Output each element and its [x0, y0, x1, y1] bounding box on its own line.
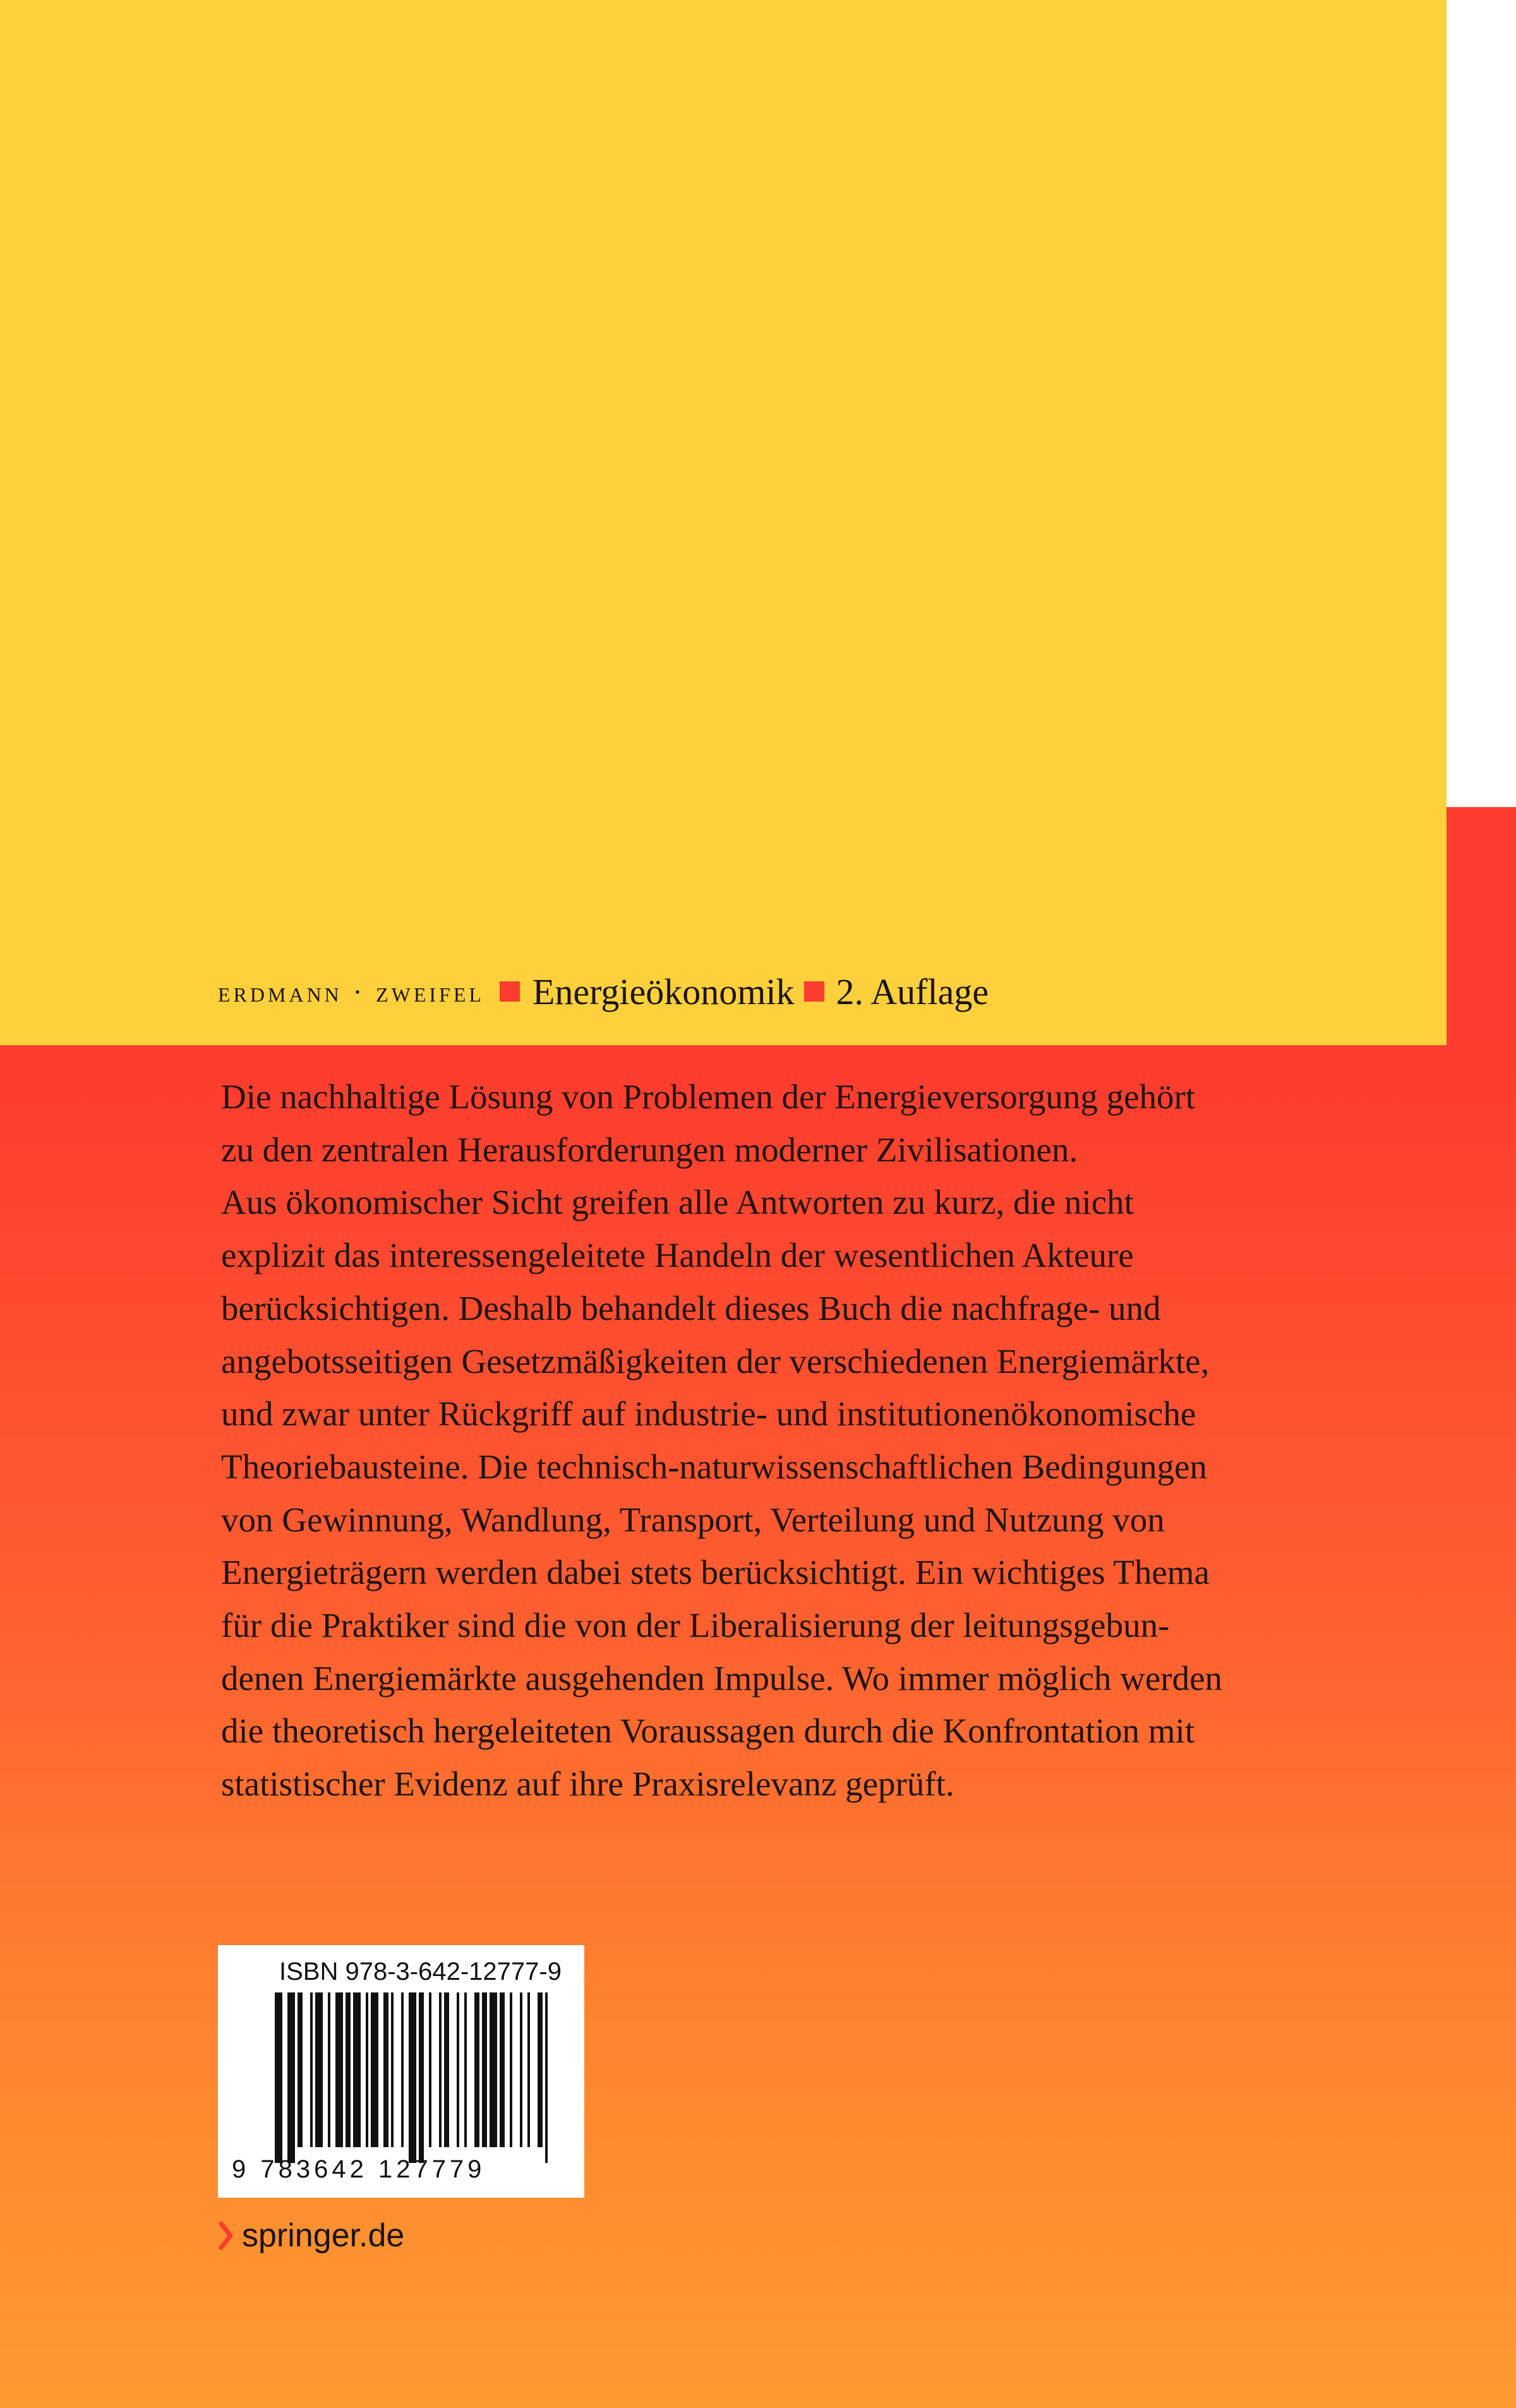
barcode-box [218, 1945, 584, 2198]
blurb-line: statistischer Evidenz auf ihre Praxisrelevanz geprüft. [221, 1764, 954, 1804]
blurb-line: von Gewinnung, Wandlung, Transport, Verteilung und Nutzung von [221, 1500, 1165, 1539]
isbn-label: ISBN 978-3-642-12777-9 [279, 1958, 562, 1986]
book-title: Energieökonomik [532, 971, 795, 1012]
authors: erdmann · zweifel [218, 975, 484, 1008]
red-square-icon [804, 981, 824, 1002]
cover-top-panel [0, 0, 1447, 1045]
blurb-line: Die nachhaltige Lösung von Problemen der Energieversorgung gehört [221, 1077, 1196, 1116]
blurb-line: zu den zentralen Herausforderungen moderner Zivilisationen. [221, 1130, 1078, 1169]
edition: 2. Auflage [836, 971, 989, 1012]
blurb-line: Energieträgern werden dabei stets berücksichtigt. Ein wichtiges Thema [221, 1553, 1210, 1592]
blurb-line: berücksichtigen. Deshalb behandelt dieses Buch die nachfrage- und [221, 1288, 1161, 1327]
blurb-line: für die Praktiker sind die von der Liberalisierung der leitungsgebun- [221, 1606, 1170, 1645]
blurb-line: Theoriebausteine. Die technisch-naturwissenschaftlichen Bedingungen [221, 1447, 1207, 1486]
blurb-line: und zwar unter Rückgriff auf industrie- und institutionenökonomische [221, 1394, 1196, 1434]
blurb-line: explizit das interessengeleitete Handeln der wesentlichen Akteure [221, 1236, 1134, 1275]
blurb-text [221, 1070, 1409, 1811]
blurb-line: Aus ökonomischer Sicht greifen alle Antworten zu kurz, die nicht [221, 1183, 1134, 1222]
chevron-right-icon [218, 2221, 234, 2250]
barcode-digits: 9 783642 127779 [232, 2155, 486, 2183]
publisher-link[interactable] [218, 2210, 404, 2261]
blurb-line: angebotsseitigen Gesetzmäßigkeiten der verschiedenen Energiemärkte, [221, 1341, 1210, 1381]
blurb-line: denen Energiemärkte ausgehenden Impulse. Wo immer möglich werden [221, 1658, 1222, 1698]
title-line [218, 966, 989, 1017]
blurb-line: die theoretisch hergeleiteten Voraussagen durch die Konfrontation mit [221, 1711, 1195, 1751]
red-square-icon [500, 981, 520, 1002]
publisher-url: springer.de [242, 2217, 405, 2254]
spine-tab [1447, 807, 1516, 1045]
